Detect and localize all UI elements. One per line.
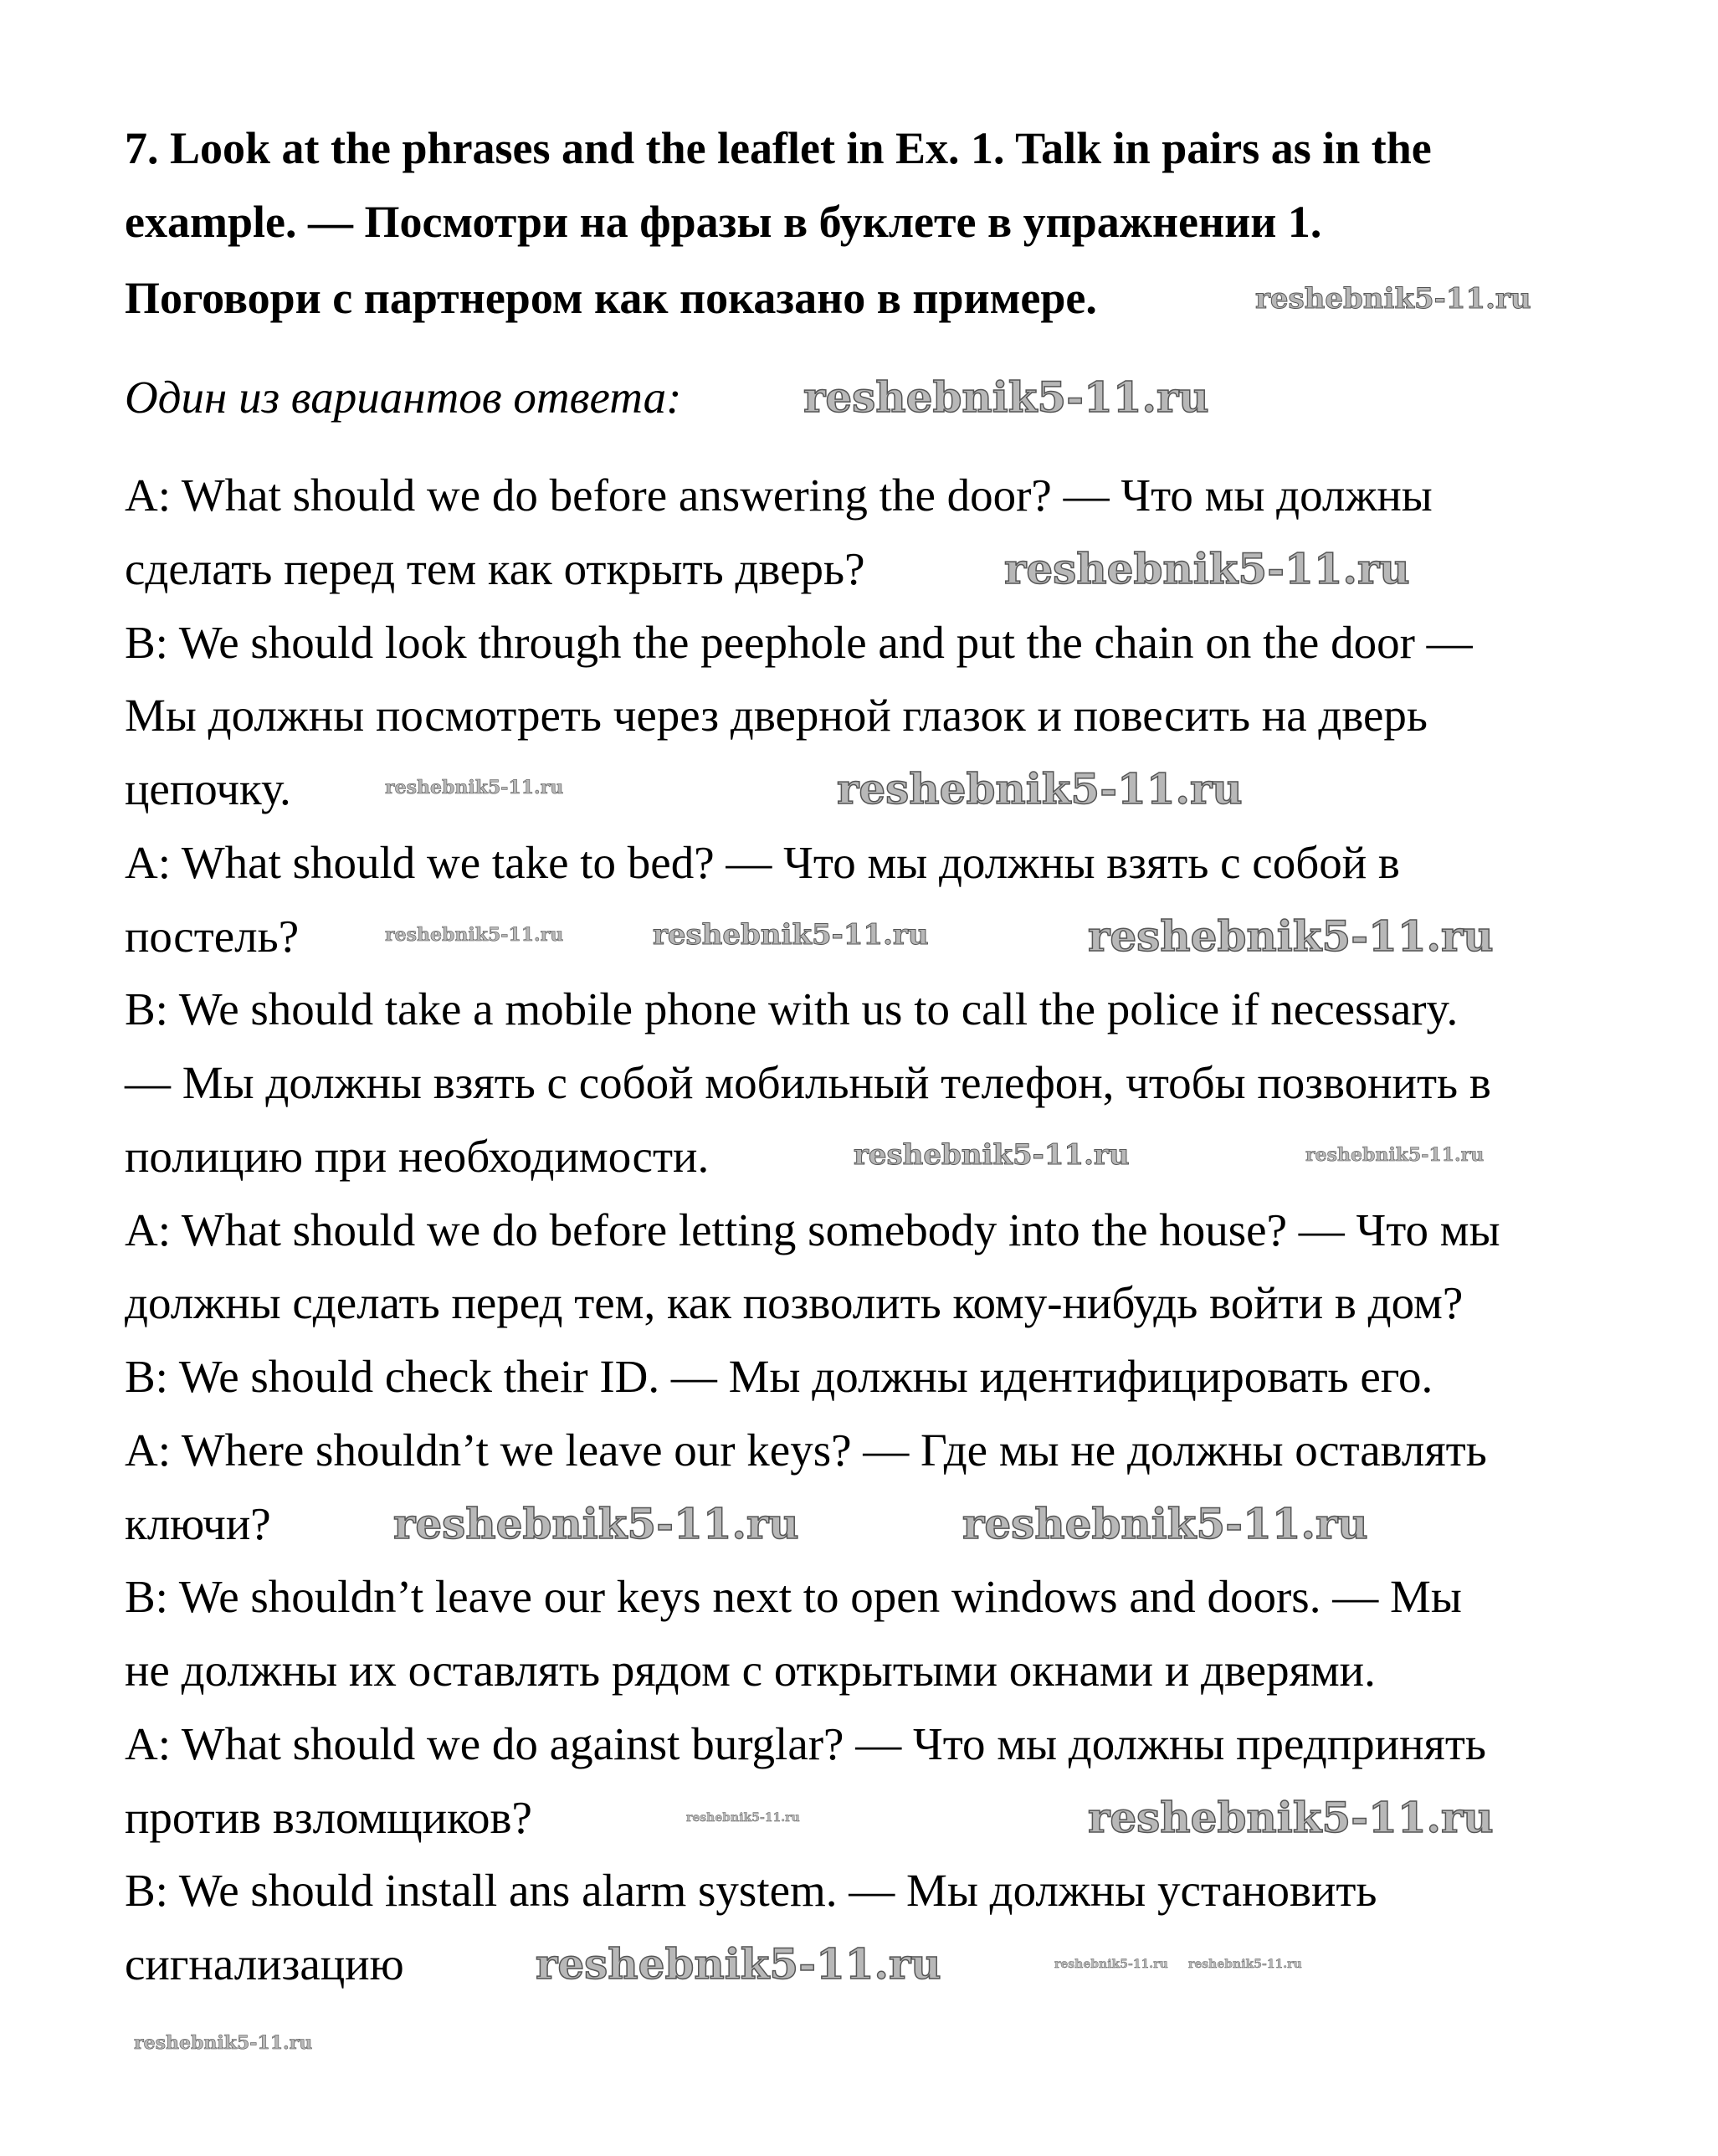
dialogue-line: A: What should we do before answering the door? — Что мы должны [125, 470, 1433, 521]
watermark: reshebnik5-11.ru [1088, 911, 1494, 961]
title-line: 7. Look at the phrases and the leaflet in Ex. 1. Talk in pairs as in the [125, 123, 1432, 173]
dialogue-line: A: What should we do before letting somebody into the house? — Что мы [125, 1204, 1500, 1255]
dialogue-line: — Мы должны взять с собой мобильный телефон, чтобы позвонить в [125, 1057, 1491, 1108]
watermark: reshebnik5-11.ru [385, 924, 564, 946]
watermark: reshebnik5-11.ru [837, 764, 1243, 814]
watermark: reshebnik5-11.ru [962, 1499, 1368, 1548]
dialogue-line: не должны их оставлять рядом с открытыми окнами и дверями. [125, 1645, 1376, 1696]
dialogue-line: Мы должны посмотреть через дверной глазок и повесить на дверь [125, 690, 1428, 741]
dialogue-line: B: We should check their ID. — Мы должны идентифицировать его. [125, 1351, 1433, 1402]
title-line: example. — Посмотри на фразы в буклете в упражнении 1. [125, 197, 1322, 247]
title-line: Поговори с партнером как показано в примере. [125, 273, 1097, 323]
dialogue-line: B: We should install ans alarm system. — Мы должны установить [125, 1865, 1377, 1916]
watermark: reshebnik5-11.ru [536, 1939, 941, 1989]
dialogue-line: должны сделать перед тем, как позволить кому-нибудь войти в дом? [125, 1277, 1464, 1328]
dialogue-line: A: Where shouldn’t we leave our keys? — Где мы не должны оставлять [125, 1424, 1487, 1476]
watermark: reshebnik5-11.ru [1305, 1144, 1485, 1166]
dialogue-line: A: What should we take to bed? — Что мы должны взять с собой в [125, 837, 1400, 888]
watermark: reshebnik5-11.ru [385, 777, 564, 798]
watermark: reshebnik5-11.ru [686, 1811, 800, 1825]
watermark: reshebnik5-11.ru [1188, 1958, 1302, 1971]
dialogue-line: B: We shouldn’t leave our keys next to open windows and doors. — Мы [125, 1571, 1462, 1622]
dialogue-line: полицию при необходимости. [125, 1131, 710, 1182]
watermark: reshebnik5-11.ru [393, 1499, 799, 1548]
dialogue-line: постель? [125, 911, 300, 962]
dialogue-line: сделать перед тем как открыть дверь? [125, 543, 865, 594]
watermark: reshebnik5-11.ru [854, 1138, 1130, 1172]
answer-subtitle: Один из вариантов ответа: [125, 372, 682, 423]
dialogue-line: цепочку. [125, 763, 291, 814]
dialogue-line: ключи? [125, 1498, 271, 1549]
watermark: reshebnik5-11.ru [803, 372, 1209, 422]
watermark: reshebnik5-11.ru [1054, 1958, 1168, 1971]
watermark: reshebnik5-11.ru [1004, 544, 1410, 593]
dialogue-line: B: We should take a mobile phone with us to call the police if necessary. [125, 983, 1459, 1034]
watermark: reshebnik5-11.ru [134, 2032, 313, 2054]
watermark: reshebnik5-11.ru [1255, 282, 1531, 316]
dialogue-line: A: What should we do against burglar? — Что мы должны предпринять [125, 1718, 1486, 1769]
watermark: reshebnik5-11.ru [653, 918, 929, 952]
dialogue-line: сигнализацию [125, 1938, 404, 1989]
dialogue-line: B: We should look through the peephole and put the chain on the door — [125, 617, 1473, 668]
watermark: reshebnik5-11.ru [1088, 1793, 1494, 1842]
dialogue-line: против взломщиков? [125, 1792, 532, 1843]
